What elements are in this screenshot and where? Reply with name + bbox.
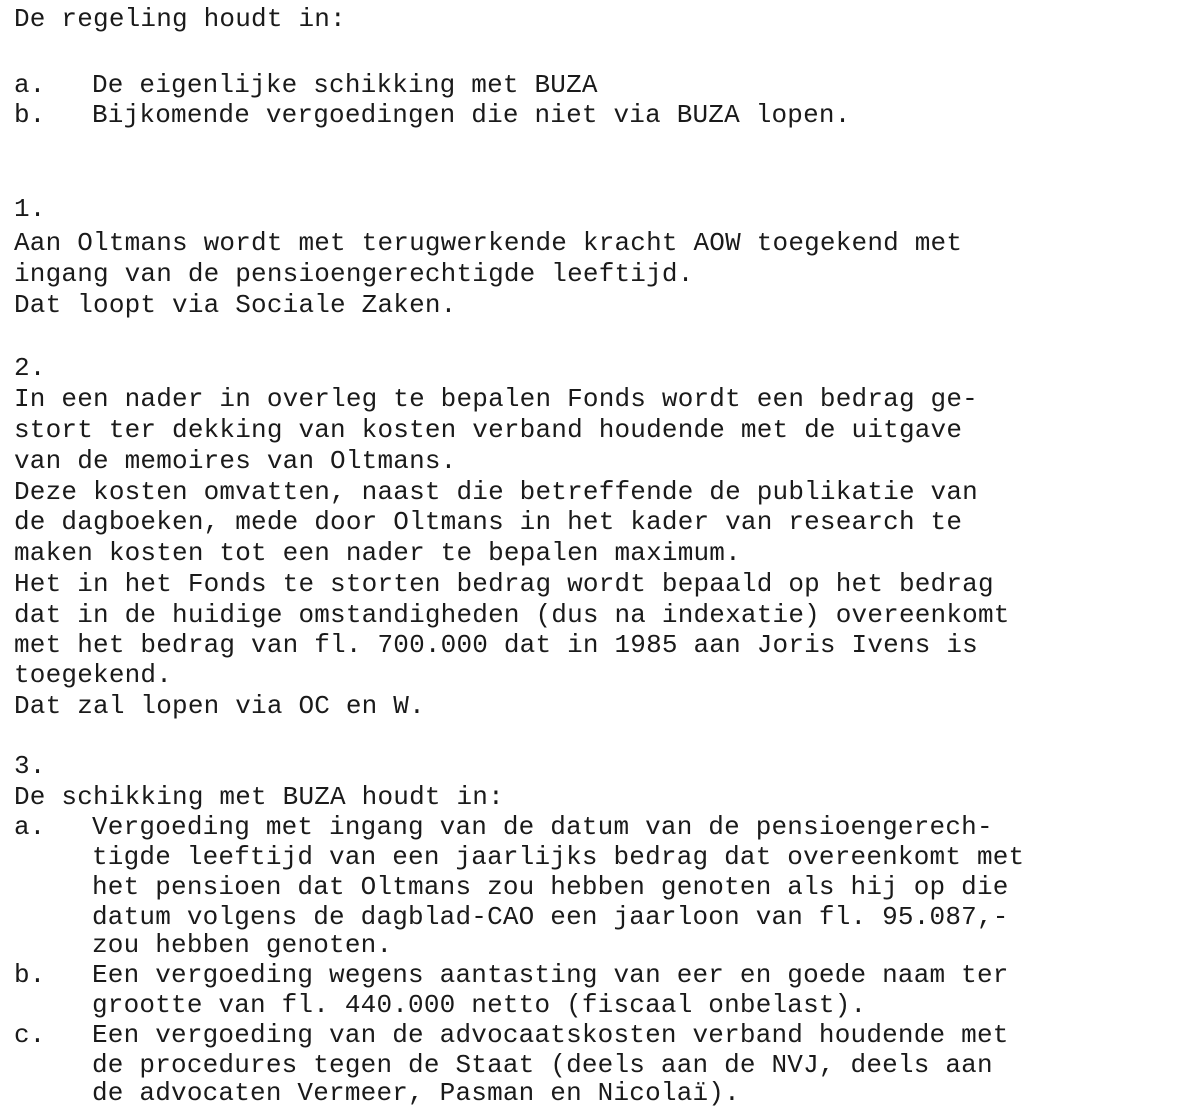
section-3-item-c-line: de procedures tegen de Staat (deels aan de NVJ, deels aan bbox=[92, 1050, 993, 1080]
section-3-item-a-line: datum volgens de dagblad-CAO een jaarloon van fl. 95.087,- bbox=[92, 902, 1009, 932]
intro-item-b-text: Bijkomende vergoedingen die niet via BUZA lopen. bbox=[92, 100, 851, 130]
section-2-line: met het bedrag van fl. 700.000 dat in 1985 aan Joris Ivens is bbox=[14, 630, 978, 660]
section-3-item-c-marker: c. bbox=[14, 1020, 46, 1050]
section-3-number: 3. bbox=[14, 751, 46, 781]
section-2-line: Deze kosten omvatten, naast die betreffende de publikatie van bbox=[14, 477, 978, 507]
section-2-line: stort ter dekking van kosten verband houdende met de uitgave bbox=[14, 415, 963, 445]
section-3-item-a-marker: a. bbox=[14, 812, 46, 842]
section-2-line: van de memoires van Oltmans. bbox=[14, 446, 457, 476]
intro-heading: De regeling houdt in: bbox=[14, 4, 346, 34]
section-3-item-b-line: grootte van fl. 440.000 netto (fiscaal onbelast). bbox=[92, 990, 867, 1020]
section-1-line: ingang van de pensioengerechtigde leeftijd. bbox=[14, 259, 694, 289]
section-1-line: Dat loopt via Sociale Zaken. bbox=[14, 290, 457, 320]
intro-item-a-text: De eigenlijke schikking met BUZA bbox=[92, 70, 598, 100]
intro-item-b-marker: b. bbox=[14, 100, 46, 130]
section-2-line: toegekend. bbox=[14, 660, 173, 690]
section-3-item-b-line: Een vergoeding wegens aantasting van eer en goede naam ter bbox=[92, 960, 1009, 990]
section-2-line: In een nader in overleg te bepalen Fonds wordt een bedrag ge- bbox=[14, 384, 978, 414]
section-3-item-b-marker: b. bbox=[14, 960, 46, 990]
section-2-number: 2. bbox=[14, 353, 46, 383]
section-2-line: dat in de huidige omstandigheden (dus na indexatie) overeenkomt bbox=[14, 600, 1010, 630]
section-2-line: de dagboeken, mede door Oltmans in het kader van research te bbox=[14, 507, 963, 537]
section-1-line: Aan Oltmans wordt met terugwerkende kracht AOW toegekend met bbox=[14, 228, 963, 258]
section-3-item-a-line: Vergoeding met ingang van de datum van de pensioengerech- bbox=[92, 812, 993, 842]
section-3-item-c-line: Een vergoeding van de advocaatskosten verband houdende met bbox=[92, 1020, 1009, 1050]
section-3-item-a-line: zou hebben genoten. bbox=[92, 930, 393, 960]
section-3-item-a-line: tigde leeftijd van een jaarlijks bedrag dat overeenkomt met bbox=[92, 842, 1025, 872]
section-1-number: 1. bbox=[14, 194, 46, 224]
section-2-line: Het in het Fonds te storten bedrag wordt bepaald op het bedrag bbox=[14, 569, 994, 599]
section-2-line: Dat zal lopen via OC en W. bbox=[14, 691, 425, 721]
section-3-item-c-line: de advocaten Vermeer, Pasman en Nicolaï). bbox=[92, 1078, 740, 1108]
section-3-item-a-line: het pensioen dat Oltmans zou hebben genoten als hij op die bbox=[92, 872, 1009, 902]
intro-item-a-marker: a. bbox=[14, 70, 46, 100]
section-3-heading: De schikking met BUZA houdt in: bbox=[14, 782, 504, 812]
section-2-line: maken kosten tot een nader te bepalen maximum. bbox=[14, 538, 741, 568]
